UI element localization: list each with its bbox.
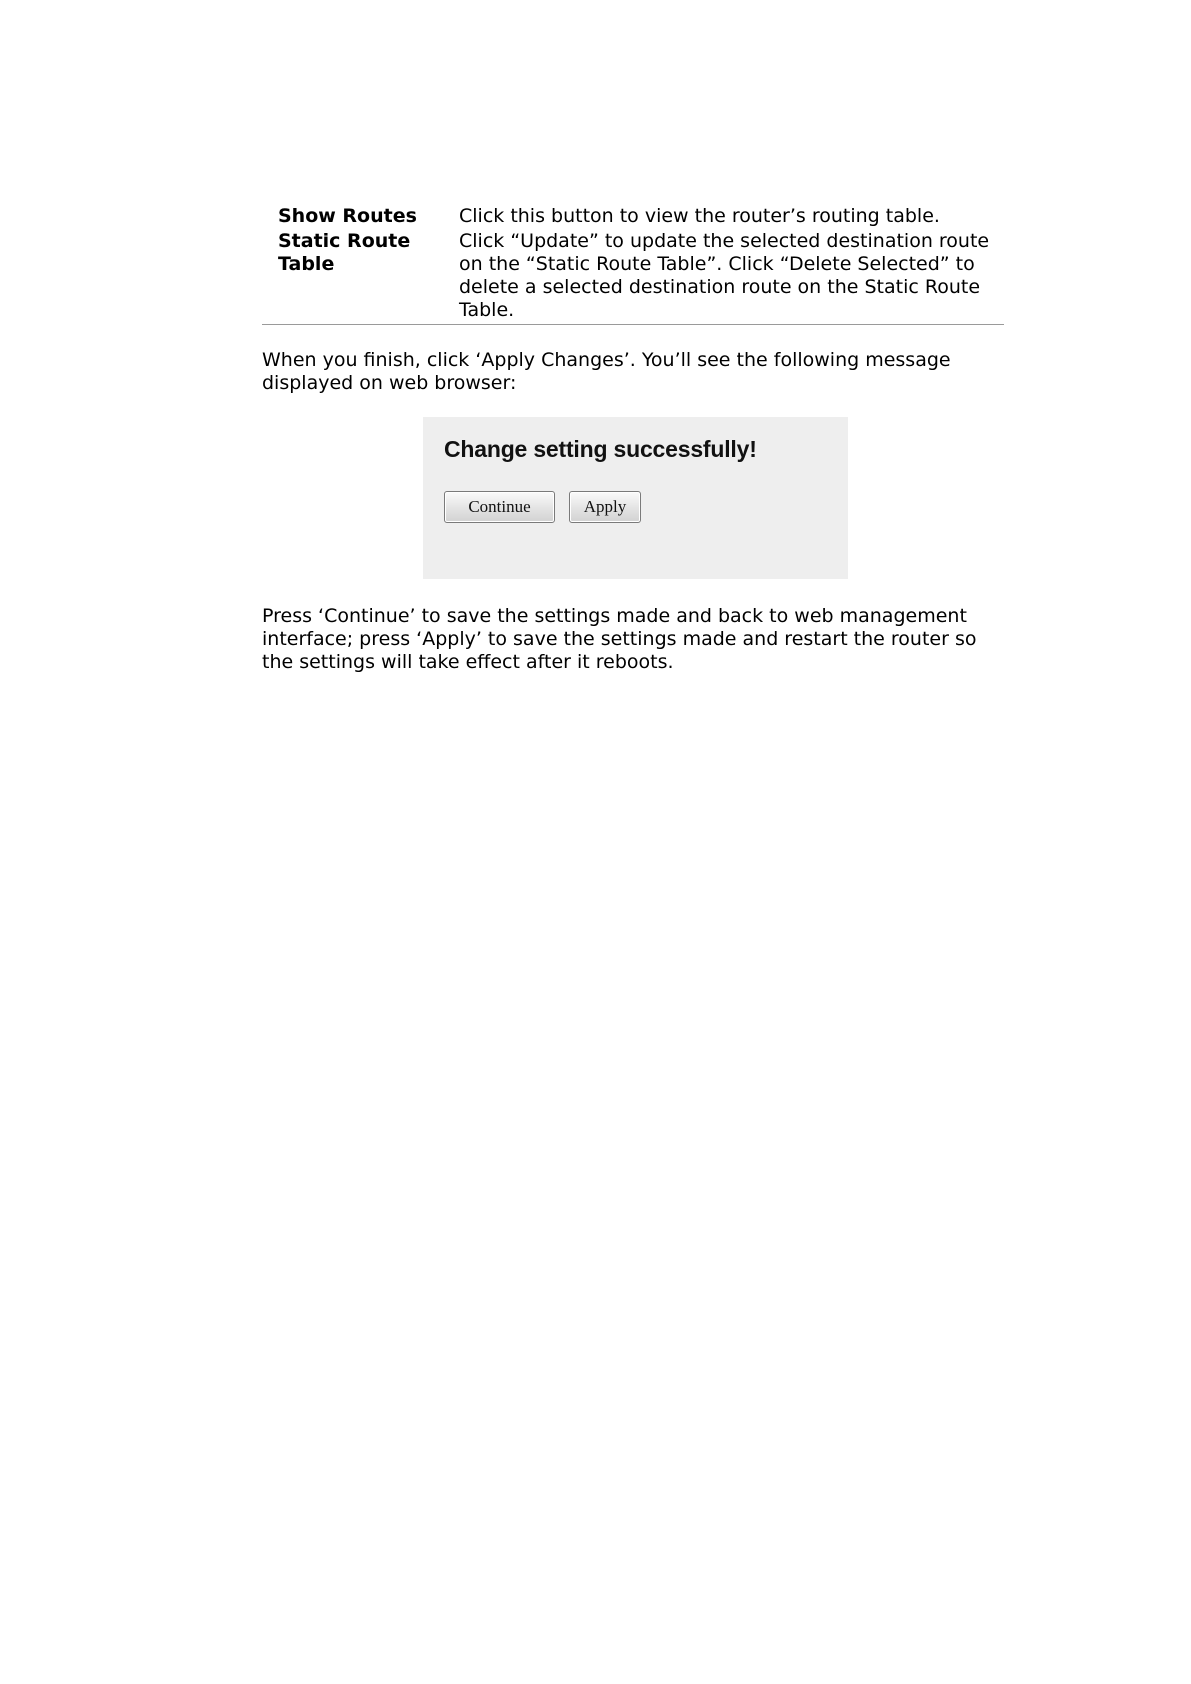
definition-term: Show Routes	[278, 205, 417, 227]
continue-apply-paragraph: Press ‘Continue’ to save the settings made and back to web management interface; press ‘Apply’ to save the settings made and restart the router so the settings will take effect after it reboots.	[262, 605, 977, 673]
apply-changes-paragraph: When you finish, click ‘Apply Changes’. You’ll see the following message displayed on web browser:	[262, 349, 951, 394]
continue-button[interactable]: Continue	[444, 491, 555, 523]
definition-description: Click this button to view the router’s routing table.	[459, 205, 940, 227]
definition-row-static-route-table	[262, 230, 1004, 325]
document-body	[262, 205, 1004, 674]
definition-table	[262, 205, 1004, 325]
apply-button[interactable]: Apply	[569, 491, 641, 523]
success-message: Change setting successfully!	[444, 436, 757, 462]
definition-description: Click “Update” to update the selected destination route on the “Static Route Table”. Click “Delete Selected” to delete a selected destination route on the Static Route Table.	[459, 230, 990, 321]
definition-row-show-routes	[262, 205, 1004, 230]
definition-term: Static Route Table	[278, 230, 411, 275]
success-dialog-screenshot	[423, 417, 848, 579]
